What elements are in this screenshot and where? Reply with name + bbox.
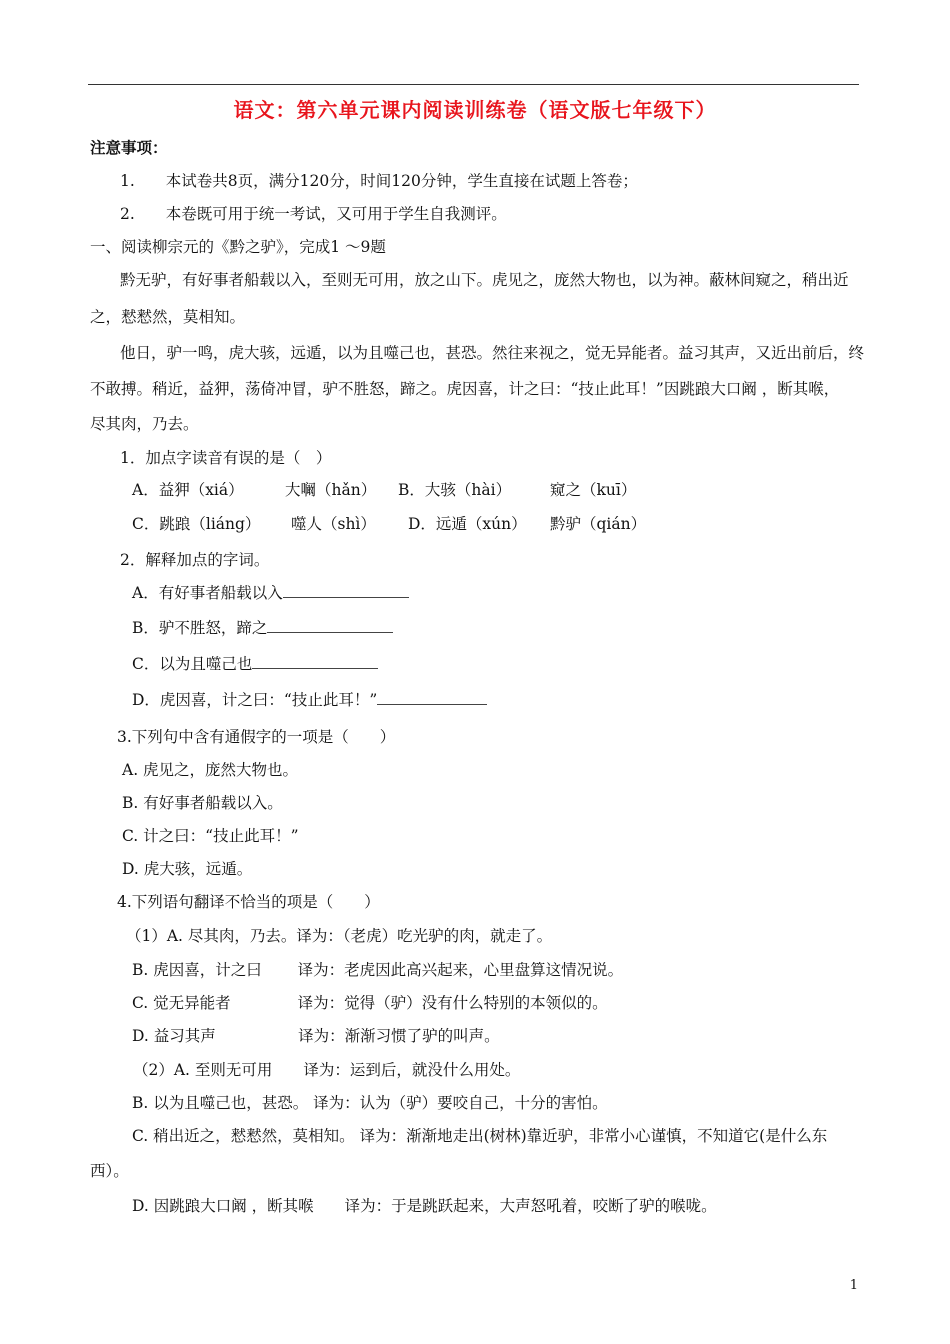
passage-para2-line3: 尽其肉，乃去。: [90, 415, 199, 433]
q2-answer-blank-a[interactable]: [283, 583, 409, 598]
q1-option-b2: 窥之（kuī）: [550, 481, 637, 499]
q4-stem: 4.下列语句翻译不恰当的项是（ ）: [117, 893, 380, 911]
top-rule: [88, 84, 859, 85]
q2-item-b: [132, 618, 393, 638]
note-item-1: 1. 本试卷共8页，满分120分，时间120分钟，学生直接在试题上答卷；: [120, 172, 638, 190]
q3-option-b: B. 有好事者船载以入。: [122, 794, 283, 812]
q1-stem: 1．加点字读音有误的是（ ）: [120, 449, 332, 467]
q4-line-2d: D. 因跳踉大口阚 ，断其喉 译为：于是跳跃起来，大声怒吼着，咬断了驴的喉咙。: [132, 1197, 717, 1215]
q2-item-a: [132, 583, 409, 603]
q2-item-a-text: A．有好事者船载以入: [132, 584, 283, 602]
q4-line-2a: （2）A. 至则无可用 译为：运到后，就没什么用处。: [133, 1061, 521, 1079]
q2-stem: 2．解释加点的字词。: [120, 551, 270, 569]
q4-line-1b: B. 虎因喜，计之曰 译为：老虎因此高兴起来，心里盘算这情况说。: [132, 961, 624, 979]
q1-option-d1: D．远遁（xún）: [408, 515, 527, 533]
q2-answer-blank-b[interactable]: [267, 618, 393, 633]
q4-line-1d: D. 益习其声 译为：渐渐习惯了驴的叫声。: [132, 1027, 500, 1045]
q4-line-1a: （1）A. 尽其肉，乃去。译为：（老虎）吃光驴的肉，就走了。: [126, 927, 553, 945]
page-number: 1: [849, 1278, 858, 1293]
q3-option-d: D. 虎大骇，远遁。: [122, 860, 253, 878]
q2-item-d: [132, 690, 487, 710]
passage-para1-line2: 之，慭慭然，莫相知。: [90, 308, 246, 326]
q1-option-a2: 大㘎（hǎn）: [285, 481, 377, 499]
q1-option-c1: C．跳踉（liáng）: [132, 515, 261, 533]
q3-stem: 3.下列句中含有通假字的一项是（ ）: [117, 728, 396, 746]
q3-option-a: A. 虎见之，庞然大物也。: [122, 761, 299, 779]
page-title: 语文：第六单元课内阅读训练卷（语文版七年级下）: [233, 98, 717, 122]
q1-option-a1: A．益狎（xiá）: [132, 481, 244, 499]
q2-item-d-text: D．虎因喜，计之曰：“技止此耳！”: [132, 691, 378, 709]
q4-line-1c: C. 觉无异能者 译为：觉得（驴）没有什么特别的本领似的。: [132, 994, 608, 1012]
q2-item-c-text: C．以为且噬己也: [132, 655, 253, 673]
q2-answer-blank-d[interactable]: [377, 690, 487, 705]
q1-option-b1: B．大骇（hài）: [398, 481, 512, 499]
notes-heading: 注意事项：: [90, 139, 168, 157]
q4-line-2c-cont: 西）。: [90, 1162, 129, 1180]
q2-item-b-text: B．驴不胜怒，蹄之: [132, 619, 268, 637]
q2-item-c: [132, 654, 378, 674]
q3-option-c: C. 计之曰：“技止此耳！”: [122, 827, 299, 845]
note-item-2: 2. 本卷既可用于统一考试，又可用于学生自我测评。: [120, 205, 507, 223]
passage-para2-line2: 不敢搏。稍近，益狎，荡倚冲冒，驴不胜怒，蹄之。虎因喜，计之曰：“技止此耳！”因跳踉大口阚 ，断其喉，: [90, 380, 840, 398]
section1-heading: 一、阅读柳宗元的《黔之驴》，完成1 ～9题: [90, 238, 386, 256]
q4-line-2c: C. 稍出近之，慭慭然，莫相知。 译为：渐渐地走出(树林)靠近驴，非常小心谨慎，不知道它(是什么东: [132, 1127, 828, 1145]
passage-para2-line1: 他日，驴一鸣，虎大骇，远遁，以为且噬己也，甚恐。然往来视之，觉无异能者。益习其声，又近出前后，终: [120, 344, 865, 362]
q2-answer-blank-c[interactable]: [252, 654, 378, 669]
q1-option-c2: 噬人（shì）: [291, 515, 376, 533]
passage-para1-line1: 黔无驴，有好事者船载以入，至则无可用，放之山下。虎见之，庞然大物也，以为神。蔽林间窥之，稍出近: [120, 271, 849, 289]
q4-line-2b: B. 以为且噬己也，甚恐。 译为：认为（驴）要咬自己，十分的害怕。: [132, 1094, 608, 1112]
q1-option-d2: 黔驴（qián）: [550, 515, 647, 533]
